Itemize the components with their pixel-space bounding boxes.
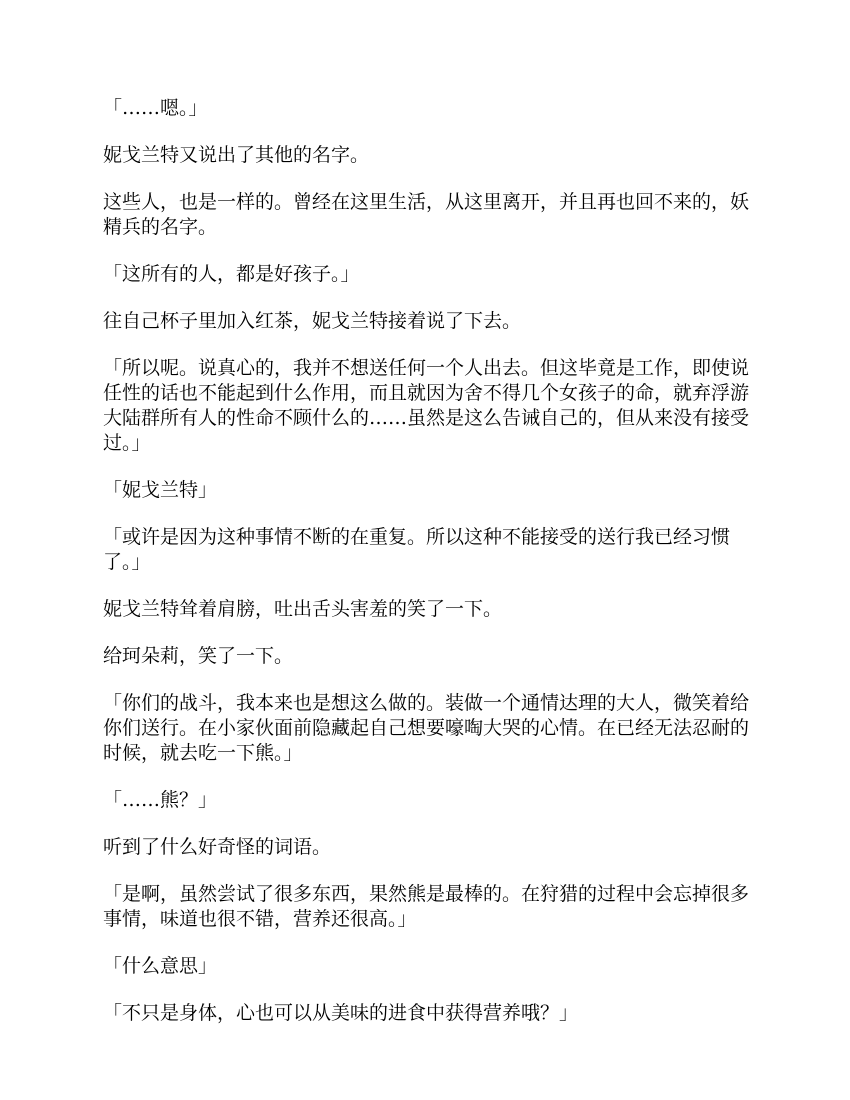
- paragraph: 「或许是因为这种事情不断的在重复。所以这种不能接受的送行我已经习惯了。」: [103, 526, 731, 573]
- paragraph: 「所以呢。说真心的，我并不想送任何一个人出去。但这毕竟是工作，即使说任性的话也不能起到什么作用，而且就因为舍不得几个女孩子的命，就弃浮游大陆群所有人的性命不顾什么的……虽然是这么告诫自己的，但从来没有接受过。」: [103, 357, 750, 454]
- paragraph: 「你们的战斗，我本来也是想这么做的。装做一个通情达理的大人，微笑着给你们送行。在小家伙面前隐藏起自己想要嚎啕大哭的心情。在已经无法忍耐的时候，就去吃一下熊。」: [103, 692, 750, 764]
- paragraph: 「这所有的人，都是好孩子。」: [103, 263, 360, 285]
- paragraph: 「不只是身体，心也可以从美味的进食中获得营养哦？」: [103, 1002, 579, 1024]
- paragraph: 给珂朵莉，笑了一下。: [103, 645, 294, 667]
- paragraph: 「妮戈兰特」: [103, 479, 218, 501]
- paragraph: 妮戈兰特耸着肩膀，吐出舌头害羞的笑了一下。: [103, 598, 503, 620]
- paragraph: 妮戈兰特又说出了其他的名字。: [103, 144, 370, 166]
- paragraph: 「是啊，虽然尝试了很多东西，果然熊是最棒的。在狩猎的过程中会忘掉很多事情，味道也很不错，营养还很高。」: [103, 883, 750, 930]
- paragraph: 「……嗯。」: [103, 97, 208, 119]
- paragraph: 「什么意思」: [103, 955, 218, 977]
- paragraph: 听到了什么好奇怪的词语。: [103, 836, 332, 858]
- document-body: [103, 96, 753, 1048]
- paragraph: 这些人，也是一样的。曾经在这里生活，从这里离开，并且再也回不来的，妖精兵的名字。: [103, 191, 750, 238]
- paragraph: 「……熊？」: [103, 789, 218, 811]
- paragraph: 往自己杯子里加入红茶，妮戈兰特接着说了下去。: [103, 310, 522, 332]
